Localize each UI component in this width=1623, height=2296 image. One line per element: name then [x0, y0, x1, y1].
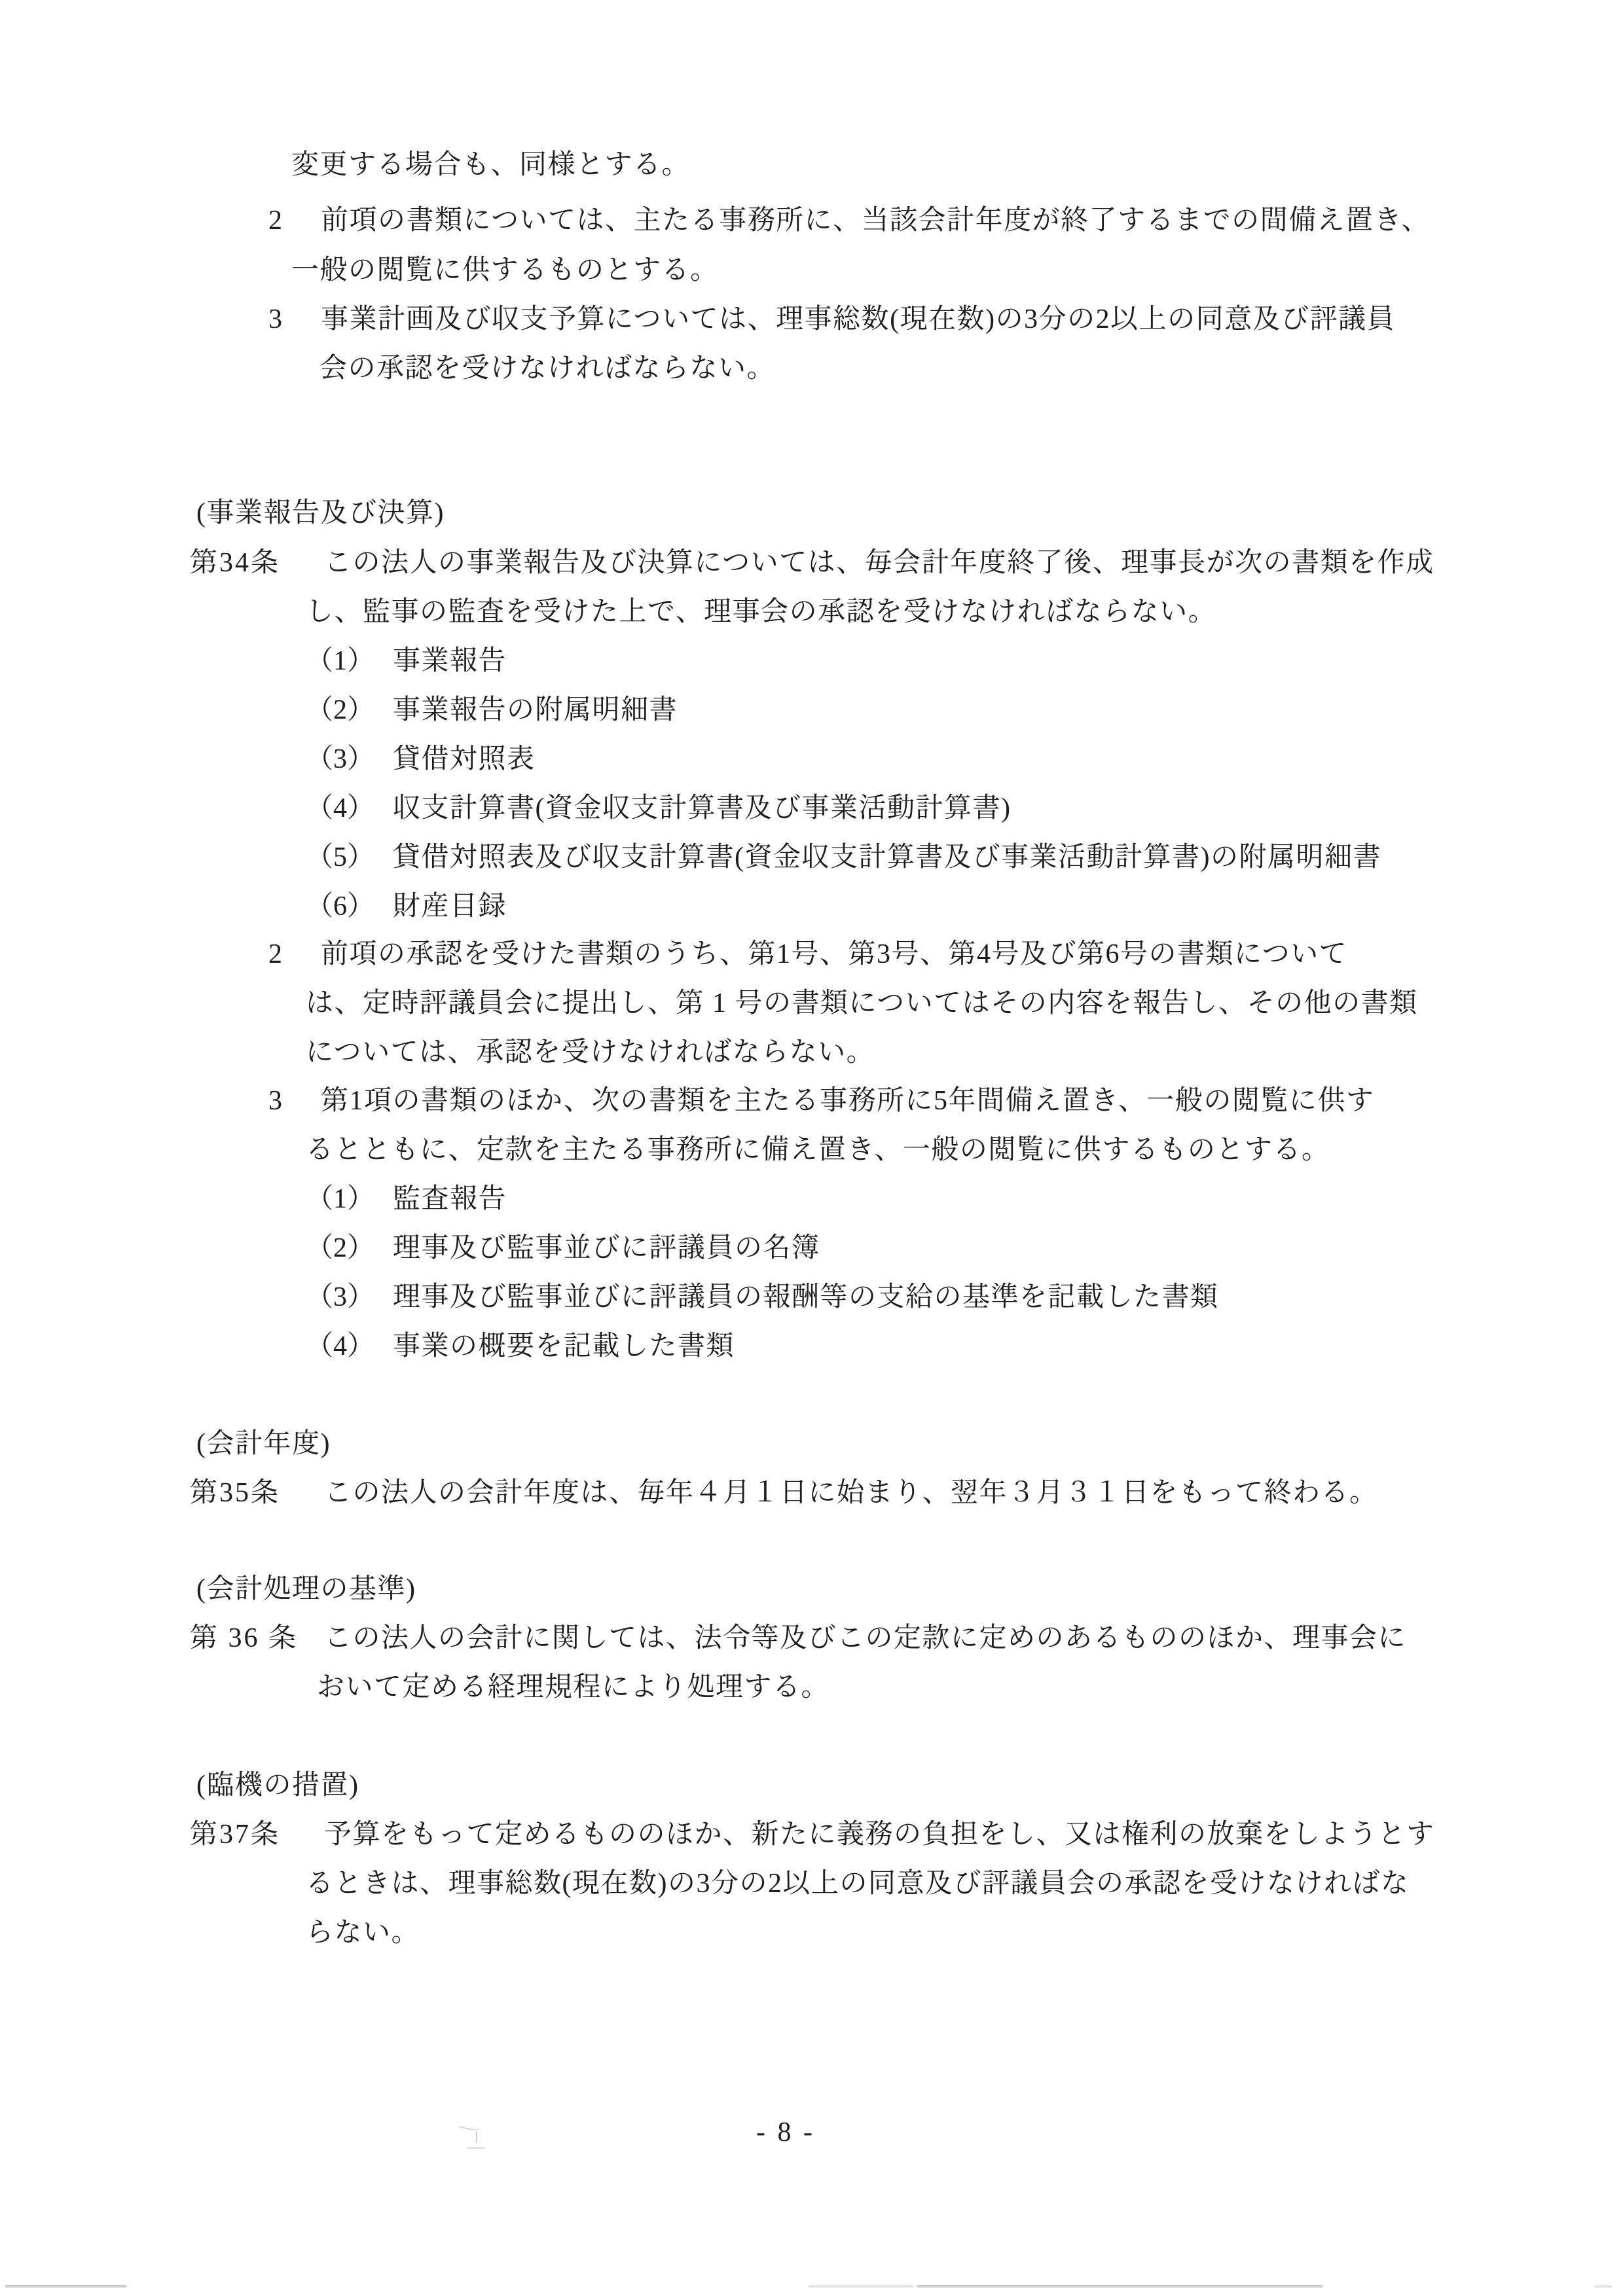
item-number: （2）: [306, 1233, 375, 1263]
item-number: （4）: [306, 793, 375, 823]
wrapped-line: については、承認を受けなければならない。: [306, 1037, 875, 1067]
wrapped-line: は、定時評議員会に提出し、第 1 号の書類についてはその内容を報告し、その他の書類: [306, 988, 1418, 1018]
list-item: [306, 842, 1381, 873]
article-number: 第 36 条: [190, 1623, 299, 1653]
item-text: 貸借対照表及び収支計算書(資金収支計算書及び事業活動計算書)の附属明細書: [393, 842, 1381, 872]
wrapped-line: おいて定める経理規程により処理する。: [317, 1672, 830, 1702]
item-text: 事業報告: [393, 646, 507, 676]
clause-number: 3: [268, 304, 282, 334]
wrapped-line: 一般の閲覧に供するものとする。: [291, 255, 719, 285]
clause-line: [268, 1085, 1374, 1117]
list-item: [306, 744, 536, 775]
list-item: [306, 891, 507, 922]
clause-line: [268, 939, 1347, 970]
scan-edge-line: [809, 2286, 913, 2287]
article-heading: (事業報告及び決算): [196, 498, 445, 528]
item-number: （1）: [306, 646, 375, 676]
item-number: （2）: [306, 695, 375, 725]
item-text: 理事及び監事並びに評議員の報酬等の支給の基準を記載した書類: [393, 1282, 1219, 1312]
list-item: [306, 793, 1011, 824]
clause-number: 2: [268, 939, 282, 969]
article-number: 第34条: [190, 548, 281, 578]
clause-number: 3: [268, 1086, 282, 1116]
wrapped-line: らない。: [306, 1918, 420, 1948]
article-heading: (会計年度): [196, 1429, 331, 1459]
article-heading: (会計処理の基準): [196, 1574, 416, 1604]
item-number: （4）: [306, 1331, 375, 1361]
scan-smudge: [476, 2131, 477, 2143]
list-item: [306, 1282, 1219, 1313]
article-line: [190, 1477, 1378, 1509]
item-number: （5）: [306, 842, 375, 872]
item-text: 事業報告の附属明細書: [393, 695, 678, 725]
clause-number: 2: [268, 206, 282, 236]
item-text: 財産目録: [393, 891, 507, 922]
list-item: [306, 645, 507, 677]
article-line: [190, 1623, 1406, 1654]
clause-text: 第1項の書類のほか、次の書類を主たる事務所に5年間備え置き、一般の閲覧に供す: [321, 1086, 1375, 1116]
item-text: 事業の概要を記載した書類: [393, 1331, 735, 1361]
clause-text: 事業計画及び収支予算については、理事総数(現在数)の3分の2以上の同意及び評議員: [321, 304, 1396, 334]
article-number: 第37条: [190, 1820, 281, 1850]
scan-edge-line: [917, 2285, 1322, 2287]
item-number: （3）: [306, 744, 375, 774]
article-body: この法人の会計に関しては、法令等及びこの定款に定めのあるもののほか、理事会に: [324, 1623, 1407, 1653]
scan-smudge: [458, 2119, 481, 2132]
article-body: この法人の会計年度は、毎年４月１日に始まり、翌年３月３１日をもって終わる。: [324, 1478, 1378, 1508]
wrapped-line: るときは、理事総数(現在数)の3分の2以上の同意及び評議員会の承認を受けなければな: [306, 1869, 1410, 1899]
wrapped-line: し、監事の監査を受けた上で、理事会の承認を受けなければならない。: [306, 597, 1217, 627]
list-item: [306, 1331, 735, 1362]
wrapped-line: 会の承認を受けなければならない。: [319, 353, 776, 384]
scan-edge-line: [5, 2285, 126, 2287]
scan-edge-line: [1595, 2286, 1612, 2287]
clause-line: [268, 205, 1430, 236]
item-number: （1）: [306, 1184, 375, 1214]
article-heading: (臨機の措置): [196, 1770, 359, 1801]
item-text: 収支計算書(資金収支計算書及び事業活動計算書): [393, 793, 1012, 823]
list-item: [306, 694, 678, 726]
page-number: - 8 -: [756, 2117, 815, 2147]
item-number: （3）: [306, 1282, 375, 1312]
article-body: この法人の事業報告及び決算については、毎会計年度終了後、理事長が次の書類を作成: [324, 548, 1434, 578]
article-number: 第35条: [190, 1478, 281, 1508]
item-text: 理事及び監事並びに評議員の名簿: [393, 1233, 820, 1263]
article-line: [190, 547, 1434, 579]
list-item: [306, 1183, 507, 1215]
item-number: （6）: [306, 891, 375, 922]
scan-smudge: [467, 2147, 484, 2149]
article-line: [190, 1819, 1435, 1850]
continuation-line: 変更する場合も、同様とする。: [291, 150, 691, 180]
list-item: [306, 1232, 820, 1264]
clause-line: [268, 304, 1395, 335]
clause-text: 前項の承認を受けた書類のうち、第1号、第3号、第4号及び第6号の書類について: [321, 939, 1348, 969]
clause-text: 前項の書類については、主たる事務所に、当該会計年度が終了するまでの間備え置き、: [321, 206, 1430, 236]
wrapped-line: るとともに、定款を主たる事務所に備え置き、一般の閲覧に供するものとする。: [306, 1135, 1330, 1165]
item-text: 監査報告: [393, 1184, 507, 1214]
article-body: 予算をもって定めるもののほか、新たに義務の負担をし、又は権利の放棄をしようとす: [324, 1820, 1435, 1850]
item-text: 貸借対照表: [393, 744, 536, 774]
